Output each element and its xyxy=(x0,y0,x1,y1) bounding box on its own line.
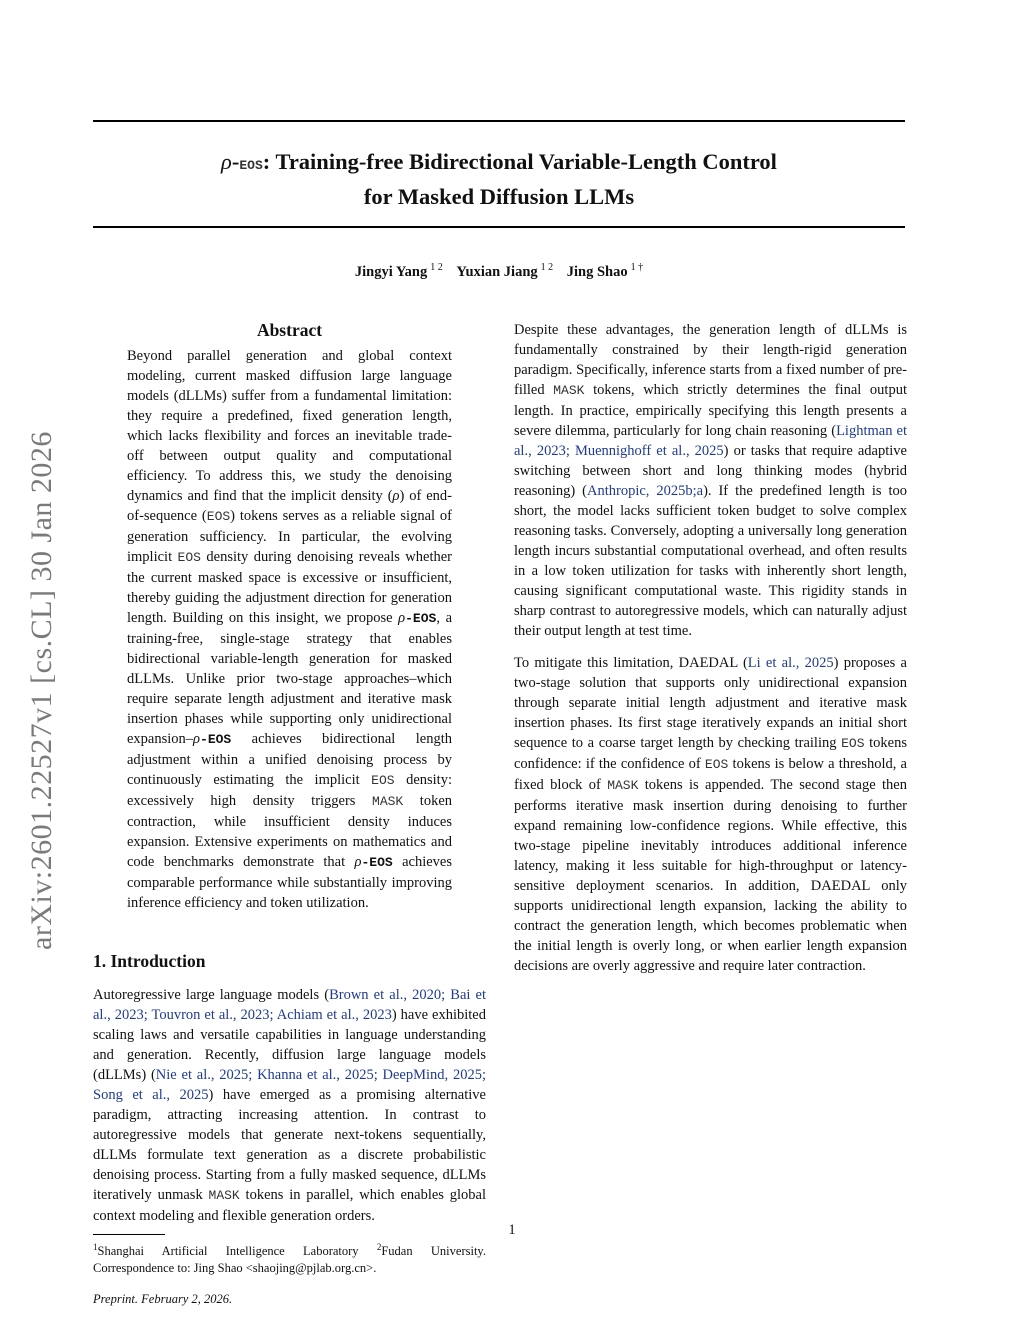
introduction-paragraph-1: Autoregressive large language models (Brown et al., 2020; Bai et al., 2023; Touvron et al., 2023; Achiam et al., 2023) have exhibited scaling laws and versatile capabilities in language understanding and generation. Recently, diffusion large language models (dLLMs) (Nie et al., 2025; Khanna et al., 2025; DeepMind, 2025; Song et al., 2025) have emerged as a promising alternative paradigm, attracting increasing attention. In contrast to autoregressive models that generate next-tokens sequentially, dLLMs formulate text generation as a discrete probabilistic denoising process. Starting from a fully masked sequence, dLLMs iteratively unmask MASK tokens in parallel, which enables global context modeling and flexible generation orders. xyxy=(93,987,487,1224)
author-affiliation: 1 † xyxy=(630,262,644,273)
left-column xyxy=(93,320,486,1309)
author xyxy=(456,264,553,280)
author-affiliation: 1 2 xyxy=(540,262,554,273)
arxiv-identifier: arXiv:2601.22527v1 [cs.CL] 30 Jan 2026 xyxy=(25,431,58,950)
author-affiliation: 1 2 xyxy=(430,262,443,273)
citation-link[interactable]: Lightman et al., 2023; Muennighoff et al., 2025 xyxy=(514,423,908,459)
title-dash: - xyxy=(231,149,240,174)
author xyxy=(355,264,443,280)
page-number: 1 xyxy=(508,1222,516,1238)
right-column xyxy=(514,320,907,976)
author-name: Jingyi Yang xyxy=(354,263,428,280)
citation-link[interactable]: Anthropic, 2025b;a xyxy=(586,483,704,499)
introduction-paragraph-3: To mitigate this limitation, DAEDAL (Li et al., 2025) proposes a two-stage solution that supports only unidirectional expansion through separate initial length adjustment and iterative mask insertion phases. Its first stage iteratively expands an initial short sequence to a coarse target length by checking trailing EOS tokens confidence: if the confidence of EOS tokens is below a threshold, a fixed block of MASK tokens is appended. The second stage then performs iterative mask insertion during denoising to further expand remaining low-confidence regions. While effective, this two-stage pipeline inevitably introduces additional inference latency, making it less suitable for high-throughput or latency-sensitive deployment scenarios. In addition, DAEDAL only supports unidirectional length expansion, lacking the ability to contract the generation length, which becomes problematic when the initial length is overly long, or when earlier length expansion decisions are overly aggressive and require later contraction. xyxy=(514,655,907,974)
introduction-paragraph-2: Despite these advantages, the generation length of dLLMs is fundamentally constrained by their length-rigid generation paradigm. Specifically, inference starts from a fixed number of pre-filled MASK tokens, which strictly determines the final output length. In practice, empirically specifying this length presents a severe dilemma, particularly for long chain reasoning (Lightman et al., 2023; Muennighoff et al., 2025) or tasks that require adaptive switching between short and long thinking modes (hybrid reasoning) (Anthropic, 2025b;a). If the predefined length is too short, the model lacks sufficient token budget to solve complex reasoning tasks. Conversely, adopting a universally long generation length incurs substantial computational overhead, and often results in a low token utilization for tasks with inherently short length, causing significant computational waste. This rigidity stands in sharp contrast to autoregressive models, which can naturally adjust their output length at test time. xyxy=(514,322,908,639)
citation-link[interactable]: Li et al., 2025 xyxy=(747,655,834,671)
title-rule-bottom xyxy=(93,226,905,228)
author xyxy=(567,264,643,280)
citation-link[interactable]: Nie et al., 2025; Khanna et al., 2025; DeepMind, 2025; Song et al., 2025 xyxy=(93,1067,486,1103)
introduction-heading: 1. Introduction xyxy=(93,951,206,971)
author-name: Yuxian Jiang xyxy=(456,263,538,280)
author-name: Jing Shao xyxy=(566,263,628,280)
title-eos: EOS xyxy=(239,158,263,173)
affiliation-footnote: $^1$Shanghai Artificial Intelligence Laboratory $^2$Fudan University. Correspondence to: Jing Shao <shaojing@pjlab.org.cn>. xyxy=(93,1242,486,1276)
citation-link[interactable]: Brown et al., 2020; Bai et al., 2023; Touvron et al., 2023; Achiam et al., 2023 xyxy=(93,987,487,1023)
title-line2: for Masked Diffusion LLMs xyxy=(363,184,635,209)
title-rule-top xyxy=(93,120,905,122)
author-list xyxy=(93,262,905,281)
title-rho: ρ xyxy=(221,149,232,174)
preprint-date: Preprint. February 2, 2026. xyxy=(93,1292,233,1307)
abstract-body: Beyond parallel generation and global context modeling, current masked diffusion large language models (dLLMs) suffer from a fundamental limitation: they require a predefined, fixed generation length, which lacks flexibility and forces an inevitable trade-off between output quality and computational efficiency. To address this, we study the denoising dynamics and find that the implicit density (ρ) of end-of-sequence (EOS) tokens serves as a reliable signal of generation sufficiency. In particular, the evolving implicit EOS density during denoising reveals whether the current masked space is excessive or insufficient, thereby guiding the adjustment direction for generation length. Building on this insight, we propose ρ-EOS, a training-free, single-stage strategy that enables bidirectional variable-length generation for masked dLLMs. Unlike prior two-stage approaches–which require separate length adjustment and iterative mask insertion phases while supporting only unidirectional expansion–ρ-EOS achieves bidirectional length adjustment within a unified denoising process by continuously estimating the implicit EOS density: excessively high density triggers MASK token contraction, while insufficient density induces expansion. Extensive experiments on mathematics and code benchmarks demonstrate that ρ-EOS achieves comparable performance while substantially improving inference efficiency and token utilization. xyxy=(127,348,453,911)
paper-title xyxy=(93,146,905,212)
abstract-heading: Abstract xyxy=(256,320,323,340)
title-line1: : Training-free Bidirectional Variable-Length Control xyxy=(262,149,777,174)
